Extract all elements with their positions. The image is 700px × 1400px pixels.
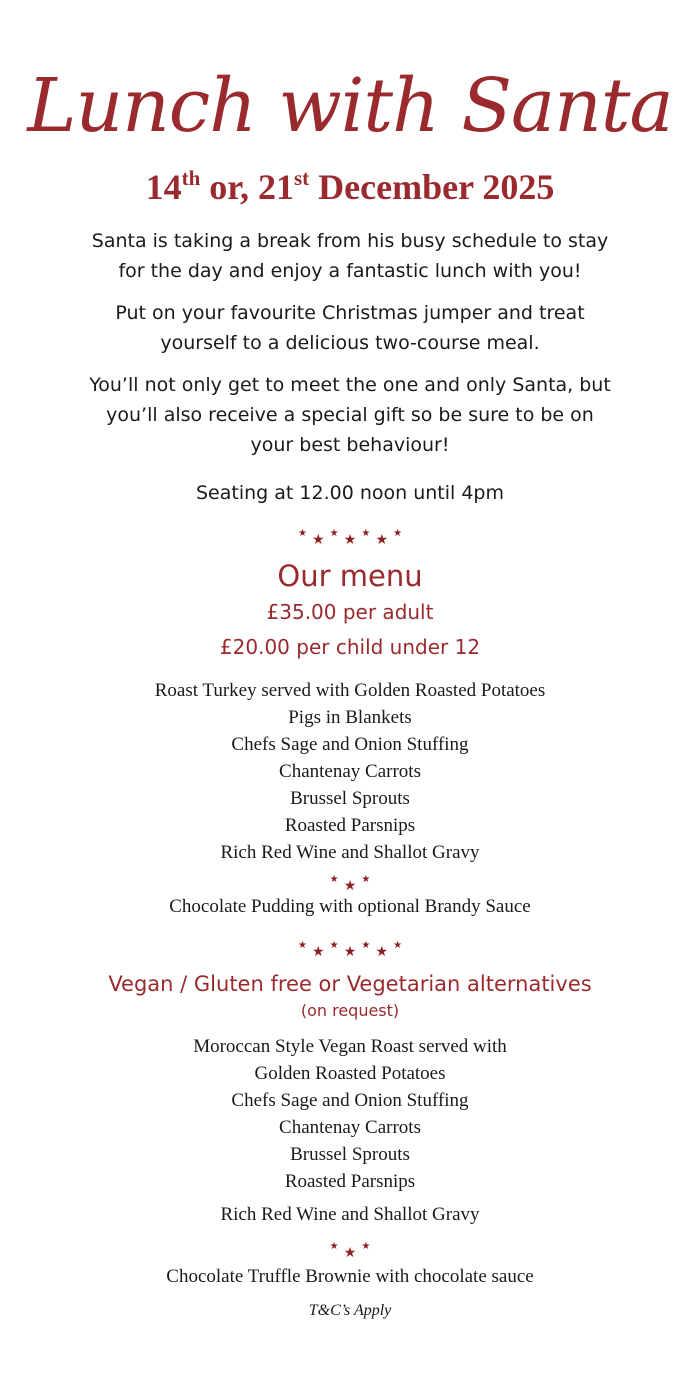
page-title: Lunch with Santa: [27, 63, 673, 149]
menu-item: Golden Roasted Potatoes: [254, 1063, 446, 1084]
intro-line: you’ll also receive a special gift so be sure to be on: [106, 404, 594, 426]
star-icon: ★: [361, 1241, 371, 1252]
date-day-2: 21: [257, 167, 294, 207]
menu-item: Chefs Sage and Onion Stuffing: [231, 1090, 469, 1111]
star-icon: ★: [329, 1241, 339, 1252]
star-icon: ★: [343, 532, 357, 548]
star-icon: ★: [393, 940, 403, 951]
menu-item: Chantenay Carrots: [279, 1117, 421, 1138]
event-date: [0, 165, 700, 209]
intro-line: Santa is taking a break from his busy schedule to stay: [91, 230, 609, 252]
menu-item: Chantenay Carrots: [279, 761, 421, 782]
intro-line: your best behaviour!: [250, 434, 450, 456]
star-icon: ★: [297, 528, 307, 539]
menu-item: Rich Red Wine and Shallot Gravy: [220, 842, 480, 863]
menu-item: Moroccan Style Vegan Roast served with: [193, 1036, 507, 1057]
star-icon: ★: [343, 878, 357, 894]
star-icon: ★: [329, 528, 339, 539]
star-divider-small: [0, 1237, 700, 1263]
price-child: £20.00 per child under 12: [219, 635, 481, 659]
star-icon: ★: [361, 940, 371, 951]
dessert-item: Chocolate Truffle Brownie with chocolate sauce: [166, 1266, 534, 1287]
date-month-year: December 2025: [309, 167, 555, 207]
star-icon: ★: [343, 944, 357, 960]
terms-and-conditions: T&C’s Apply: [308, 1302, 392, 1319]
star-icon: ★: [375, 944, 388, 960]
intro-paragraph-3: [0, 370, 700, 460]
intro-line: yourself to a delicious two-course meal.: [160, 332, 540, 354]
alternatives-subheading: (on request): [300, 1001, 400, 1020]
menu-item: Pigs in Blankets: [288, 707, 412, 728]
star-icon: ★: [312, 532, 325, 548]
menu-item: Roasted Parsnips: [284, 1171, 416, 1192]
dessert-item: Chocolate Pudding with optional Brandy Sauce: [169, 896, 531, 917]
star-divider: [0, 936, 700, 962]
star-icon: ★: [312, 944, 325, 960]
menu-item: Brussel Sprouts: [290, 788, 410, 809]
intro-paragraph-1: [0, 226, 700, 286]
date-suffix-1: th: [181, 166, 201, 190]
menu-item: Rich Red Wine and Shallot Gravy: [220, 1204, 480, 1225]
date-day-1: 14: [145, 167, 182, 207]
star-icon: ★: [375, 532, 388, 548]
star-icon: ★: [361, 874, 371, 885]
menu-item: Chefs Sage and Onion Stuffing: [231, 734, 469, 755]
intro-line: You’ll not only get to meet the one and only Santa, but: [89, 374, 611, 396]
date-suffix-2: st: [293, 166, 310, 190]
star-icon: ★: [329, 940, 339, 951]
star-icon: ★: [361, 528, 371, 539]
alternatives-heading: Vegan / Gluten free or Vegetarian alternatives: [108, 972, 592, 996]
intro-paragraph-2: [0, 298, 700, 358]
seating-times: Seating at 12.00 noon until 4pm: [196, 482, 504, 504]
date-connector: or,: [200, 167, 258, 207]
menu-heading: Our menu: [277, 559, 423, 593]
star-divider: [0, 524, 700, 550]
intro-line: Put on your favourite Christmas jumper and treat: [115, 302, 585, 324]
price-adult: £35.00 per adult: [266, 600, 434, 624]
star-icon: ★: [329, 874, 339, 885]
alternative-main-list: [0, 1033, 700, 1195]
star-icon: ★: [393, 528, 403, 539]
star-icon: ★: [297, 940, 307, 951]
menu-item: Brussel Sprouts: [290, 1144, 410, 1165]
main-course-list: [0, 677, 700, 866]
menu-item: Roasted Parsnips: [284, 815, 416, 836]
menu-item: Roast Turkey served with Golden Roasted Potatoes: [154, 680, 546, 701]
intro-line: for the day and enjoy a fantastic lunch with you!: [118, 260, 582, 282]
star-icon: ★: [343, 1245, 357, 1261]
